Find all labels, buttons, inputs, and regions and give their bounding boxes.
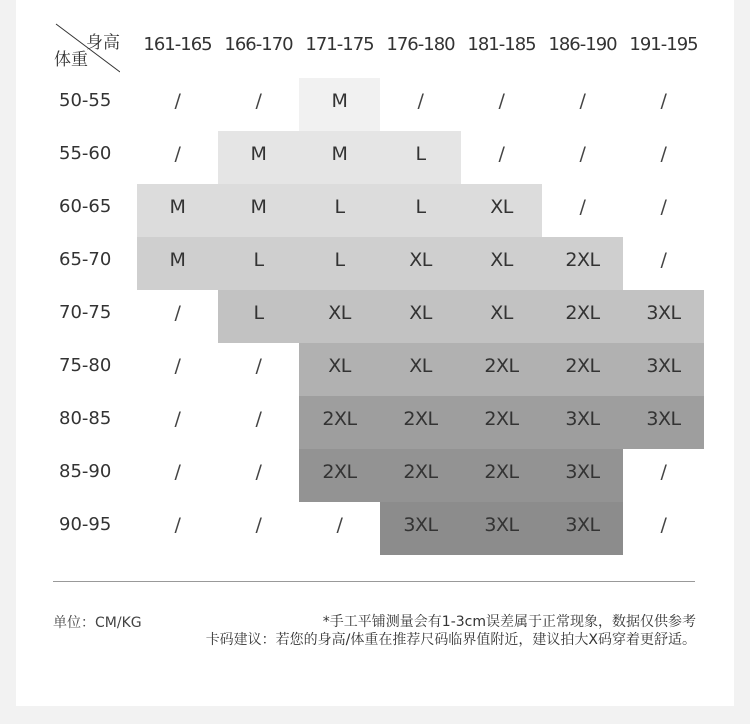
size-cell: 3XL [623,343,704,396]
column-header-height: 186-190 [548,34,617,55]
unit-label: 单位：CM/KG [53,615,142,631]
size-cell: M [299,78,380,131]
size-cell: M [137,184,218,237]
column-header-height: 176-180 [386,34,455,55]
size-cell: 2XL [380,449,461,502]
row-header-weight: 75-80 [59,355,112,376]
row-header-weight: 85-90 [59,461,112,482]
size-cell: / [137,449,218,502]
size-cell: / [623,131,704,184]
size-cell: 3XL [380,502,461,555]
size-cell: 3XL [461,502,542,555]
size-cell: 2XL [542,290,623,343]
row-header-weight: 90-95 [59,514,112,535]
size-cell: 3XL [542,502,623,555]
size-cell: L [218,237,299,290]
size-cell: XL [461,184,542,237]
row-header-weight: 60-65 [59,196,112,217]
size-cell: 2XL [461,343,542,396]
size-cell: L [299,237,380,290]
size-cell: / [137,78,218,131]
size-cell: / [218,449,299,502]
size-cell: 2XL [542,237,623,290]
row-header-weight: 65-70 [59,249,112,270]
size-cell: M [218,131,299,184]
size-cell: 3XL [623,396,704,449]
size-cell: / [623,502,704,555]
size-cell: XL [461,237,542,290]
size-cell: M [137,237,218,290]
size-cell: / [623,184,704,237]
size-cell: L [380,184,461,237]
size-cell: / [218,502,299,555]
size-cell: XL [299,343,380,396]
size-cell: / [542,78,623,131]
size-cell: / [380,78,461,131]
size-cell: 3XL [542,449,623,502]
size-cell: 2XL [542,343,623,396]
size-cell: XL [380,343,461,396]
size-cell: / [461,78,542,131]
size-cell: L [299,184,380,237]
size-cell: / [137,396,218,449]
column-header-height: 166-170 [224,34,293,55]
size-cell: L [380,131,461,184]
row-header-weight: 80-85 [59,408,112,429]
column-header-height: 161-165 [143,34,212,55]
size-cell: / [137,131,218,184]
size-cell: 2XL [299,396,380,449]
size-cell: L [218,290,299,343]
size-cell: 3XL [623,290,704,343]
size-cell: 2XL [461,449,542,502]
column-header-height: 171-175 [305,34,374,55]
table-corner-header [54,22,120,74]
size-cell: / [461,131,542,184]
size-cell: / [218,396,299,449]
size-cell: / [218,78,299,131]
size-cell: 2XL [461,396,542,449]
weight-axis-label: 体重 [54,50,88,70]
measurement-note: *手工平铺测量会有1-3cm误差属于正常现象，数据仅供参考 [322,614,696,630]
size-cell: / [137,502,218,555]
size-advice-note: 卡码建议：若您的身高/体重在推荐尺码临界值附近，建议拍大X码穿着更舒适。 [205,632,696,648]
size-cell: M [299,131,380,184]
size-cell: M [218,184,299,237]
size-cell: XL [461,290,542,343]
size-cell: / [623,449,704,502]
size-cell: / [137,343,218,396]
size-cell: / [137,290,218,343]
size-cell: / [299,502,380,555]
column-header-height: 181-185 [467,34,536,55]
size-cell: XL [299,290,380,343]
size-cell: XL [380,237,461,290]
size-cell: 2XL [380,396,461,449]
height-axis-label: 身高 [86,33,120,53]
footer-divider [53,581,695,582]
size-cell: / [542,131,623,184]
column-header-height: 191-195 [629,34,698,55]
size-cell: / [623,237,704,290]
size-cell: / [542,184,623,237]
row-header-weight: 55-60 [59,143,112,164]
size-cell: / [218,343,299,396]
size-cell: 3XL [542,396,623,449]
size-cell: XL [380,290,461,343]
size-cell: 2XL [299,449,380,502]
row-header-weight: 50-55 [59,90,112,111]
row-header-weight: 70-75 [59,302,112,323]
size-cell: / [623,78,704,131]
